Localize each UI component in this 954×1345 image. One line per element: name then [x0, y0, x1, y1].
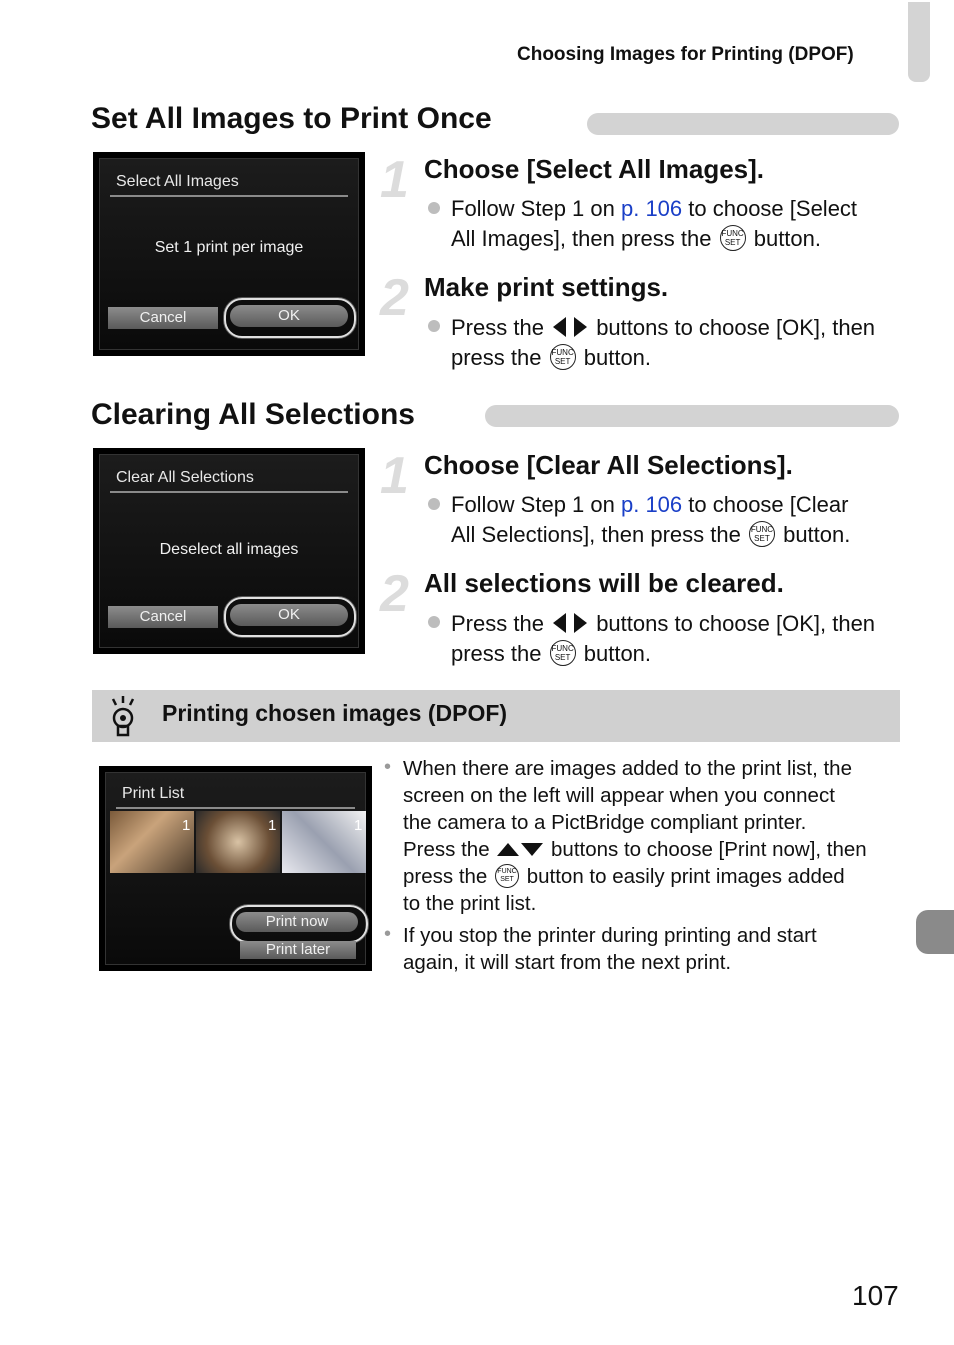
tip-line: press the: [403, 865, 488, 888]
camera-screen-title: Clear All Selections: [116, 469, 254, 486]
instruction-text: All Selections], then press the: [451, 522, 741, 547]
bullet-icon: [428, 498, 440, 510]
page-number: 107: [852, 1280, 899, 1311]
section-title-set-all: Set All Images to Print Once: [91, 102, 492, 135]
step-instructions: [451, 313, 901, 373]
camera-screen-print-list: [99, 766, 372, 971]
instruction-text: buttons to choose [OK], then: [596, 315, 876, 340]
camera-screen-divider: [116, 807, 355, 809]
step-number: 1: [380, 447, 409, 505]
left-right-arrows-icon: [553, 316, 587, 338]
bullet-icon: [428, 320, 440, 332]
page-link[interactable]: p. 106: [620, 492, 683, 517]
step-heading: Choose [Clear All Selections].: [424, 450, 793, 480]
print-later-button: Print later: [240, 941, 356, 959]
bullet-icon: [428, 616, 440, 628]
func-set-button-icon: FUNC SET: [720, 225, 746, 251]
tip-line: to the print list.: [403, 892, 537, 915]
print-now-button: Print now: [236, 912, 358, 932]
section-title-bar: [485, 405, 899, 427]
thumbnail-count: 1: [268, 817, 277, 834]
camera-screen-divider: [110, 195, 348, 197]
thumbnail-count: 1: [354, 817, 363, 834]
func-set-button-icon: FUNC SET: [550, 640, 576, 666]
tip-paragraph: [403, 755, 903, 917]
tip-title: Printing chosen images (DPOF): [162, 700, 508, 726]
tip-line: If you stop the printer during printing and start: [403, 924, 817, 947]
left-right-arrows-icon: [553, 612, 587, 634]
instruction-text: press the: [451, 345, 542, 370]
instruction-text: All Images], then press the: [451, 226, 712, 251]
camera-screen-title: Select All Images: [116, 173, 239, 190]
camera-screen-divider: [110, 491, 348, 493]
step-heading: Choose [Select All Images].: [424, 154, 765, 184]
camera-screen-clear-all: [93, 448, 365, 654]
step-heading: All selections will be cleared.: [424, 568, 784, 598]
instruction-text: press the: [451, 641, 542, 666]
section-title-clearing: Clearing All Selections: [91, 398, 415, 431]
func-set-button-icon: FUNC SET: [495, 864, 519, 888]
instruction-text: Press the: [451, 315, 544, 340]
func-set-button-icon: FUNC SET: [749, 521, 775, 547]
running-header: Choosing Images for Printing (DPOF): [517, 44, 854, 65]
step-instructions: [451, 490, 901, 550]
bullet-icon: •: [384, 756, 392, 778]
camera-ok-button: OK: [230, 305, 348, 327]
camera-screen-select-all: [93, 152, 365, 356]
tip-paragraph: [403, 922, 903, 976]
step-instructions: [451, 609, 901, 669]
instruction-text: button.: [783, 522, 851, 547]
step-number: 1: [380, 151, 409, 209]
step-heading: Make print settings.: [424, 272, 669, 302]
tip-line: button to easily print images added: [526, 865, 845, 888]
instruction-text: to choose [Select: [682, 196, 858, 221]
instruction-text: Follow Step 1 on: [451, 492, 621, 517]
instruction-text: button.: [583, 345, 652, 370]
camera-screen-title: Print List: [122, 785, 185, 802]
tip-line: screen on the left will appear when you connect: [403, 784, 835, 807]
camera-cancel-button: Cancel: [108, 606, 218, 628]
instruction-text: Follow Step 1 on: [451, 196, 621, 221]
instruction-text: buttons to choose [OK], then: [596, 611, 876, 636]
bullet-icon: [428, 202, 440, 214]
lightbulb-tip-icon: [108, 694, 138, 738]
bullet-icon: •: [384, 923, 392, 945]
func-set-button-icon: FUNC SET: [550, 344, 576, 370]
step-number: 2: [380, 565, 409, 623]
camera-cancel-button: Cancel: [108, 307, 218, 329]
tip-line: the camera to a PictBridge compliant printer.: [403, 811, 807, 834]
chapter-tab: [908, 2, 930, 82]
instruction-text: to choose [Clear: [682, 492, 849, 517]
instruction-text: Press the: [451, 611, 544, 636]
instruction-text: button.: [583, 641, 652, 666]
tip-line: buttons to choose [Print now], then: [551, 838, 867, 861]
up-down-arrows-icon: [497, 842, 543, 856]
step-instructions: [451, 194, 901, 254]
camera-screen-message: Set 1 print per image: [154, 239, 304, 256]
tip-line: again, it will start from the next print.: [403, 951, 732, 974]
tip-line: When there are images added to the print list, the: [403, 757, 852, 780]
page-link[interactable]: p. 106: [620, 196, 683, 221]
section-title-bar: [587, 113, 899, 135]
camera-screen-message: Deselect all images: [159, 541, 299, 558]
instruction-text: button.: [753, 226, 821, 251]
step-number: 2: [380, 269, 409, 327]
camera-ok-button: OK: [230, 604, 348, 626]
chapter-thumb-tab: [916, 910, 954, 954]
tip-line: Press the: [403, 838, 490, 861]
thumbnail-count: 1: [182, 817, 191, 834]
